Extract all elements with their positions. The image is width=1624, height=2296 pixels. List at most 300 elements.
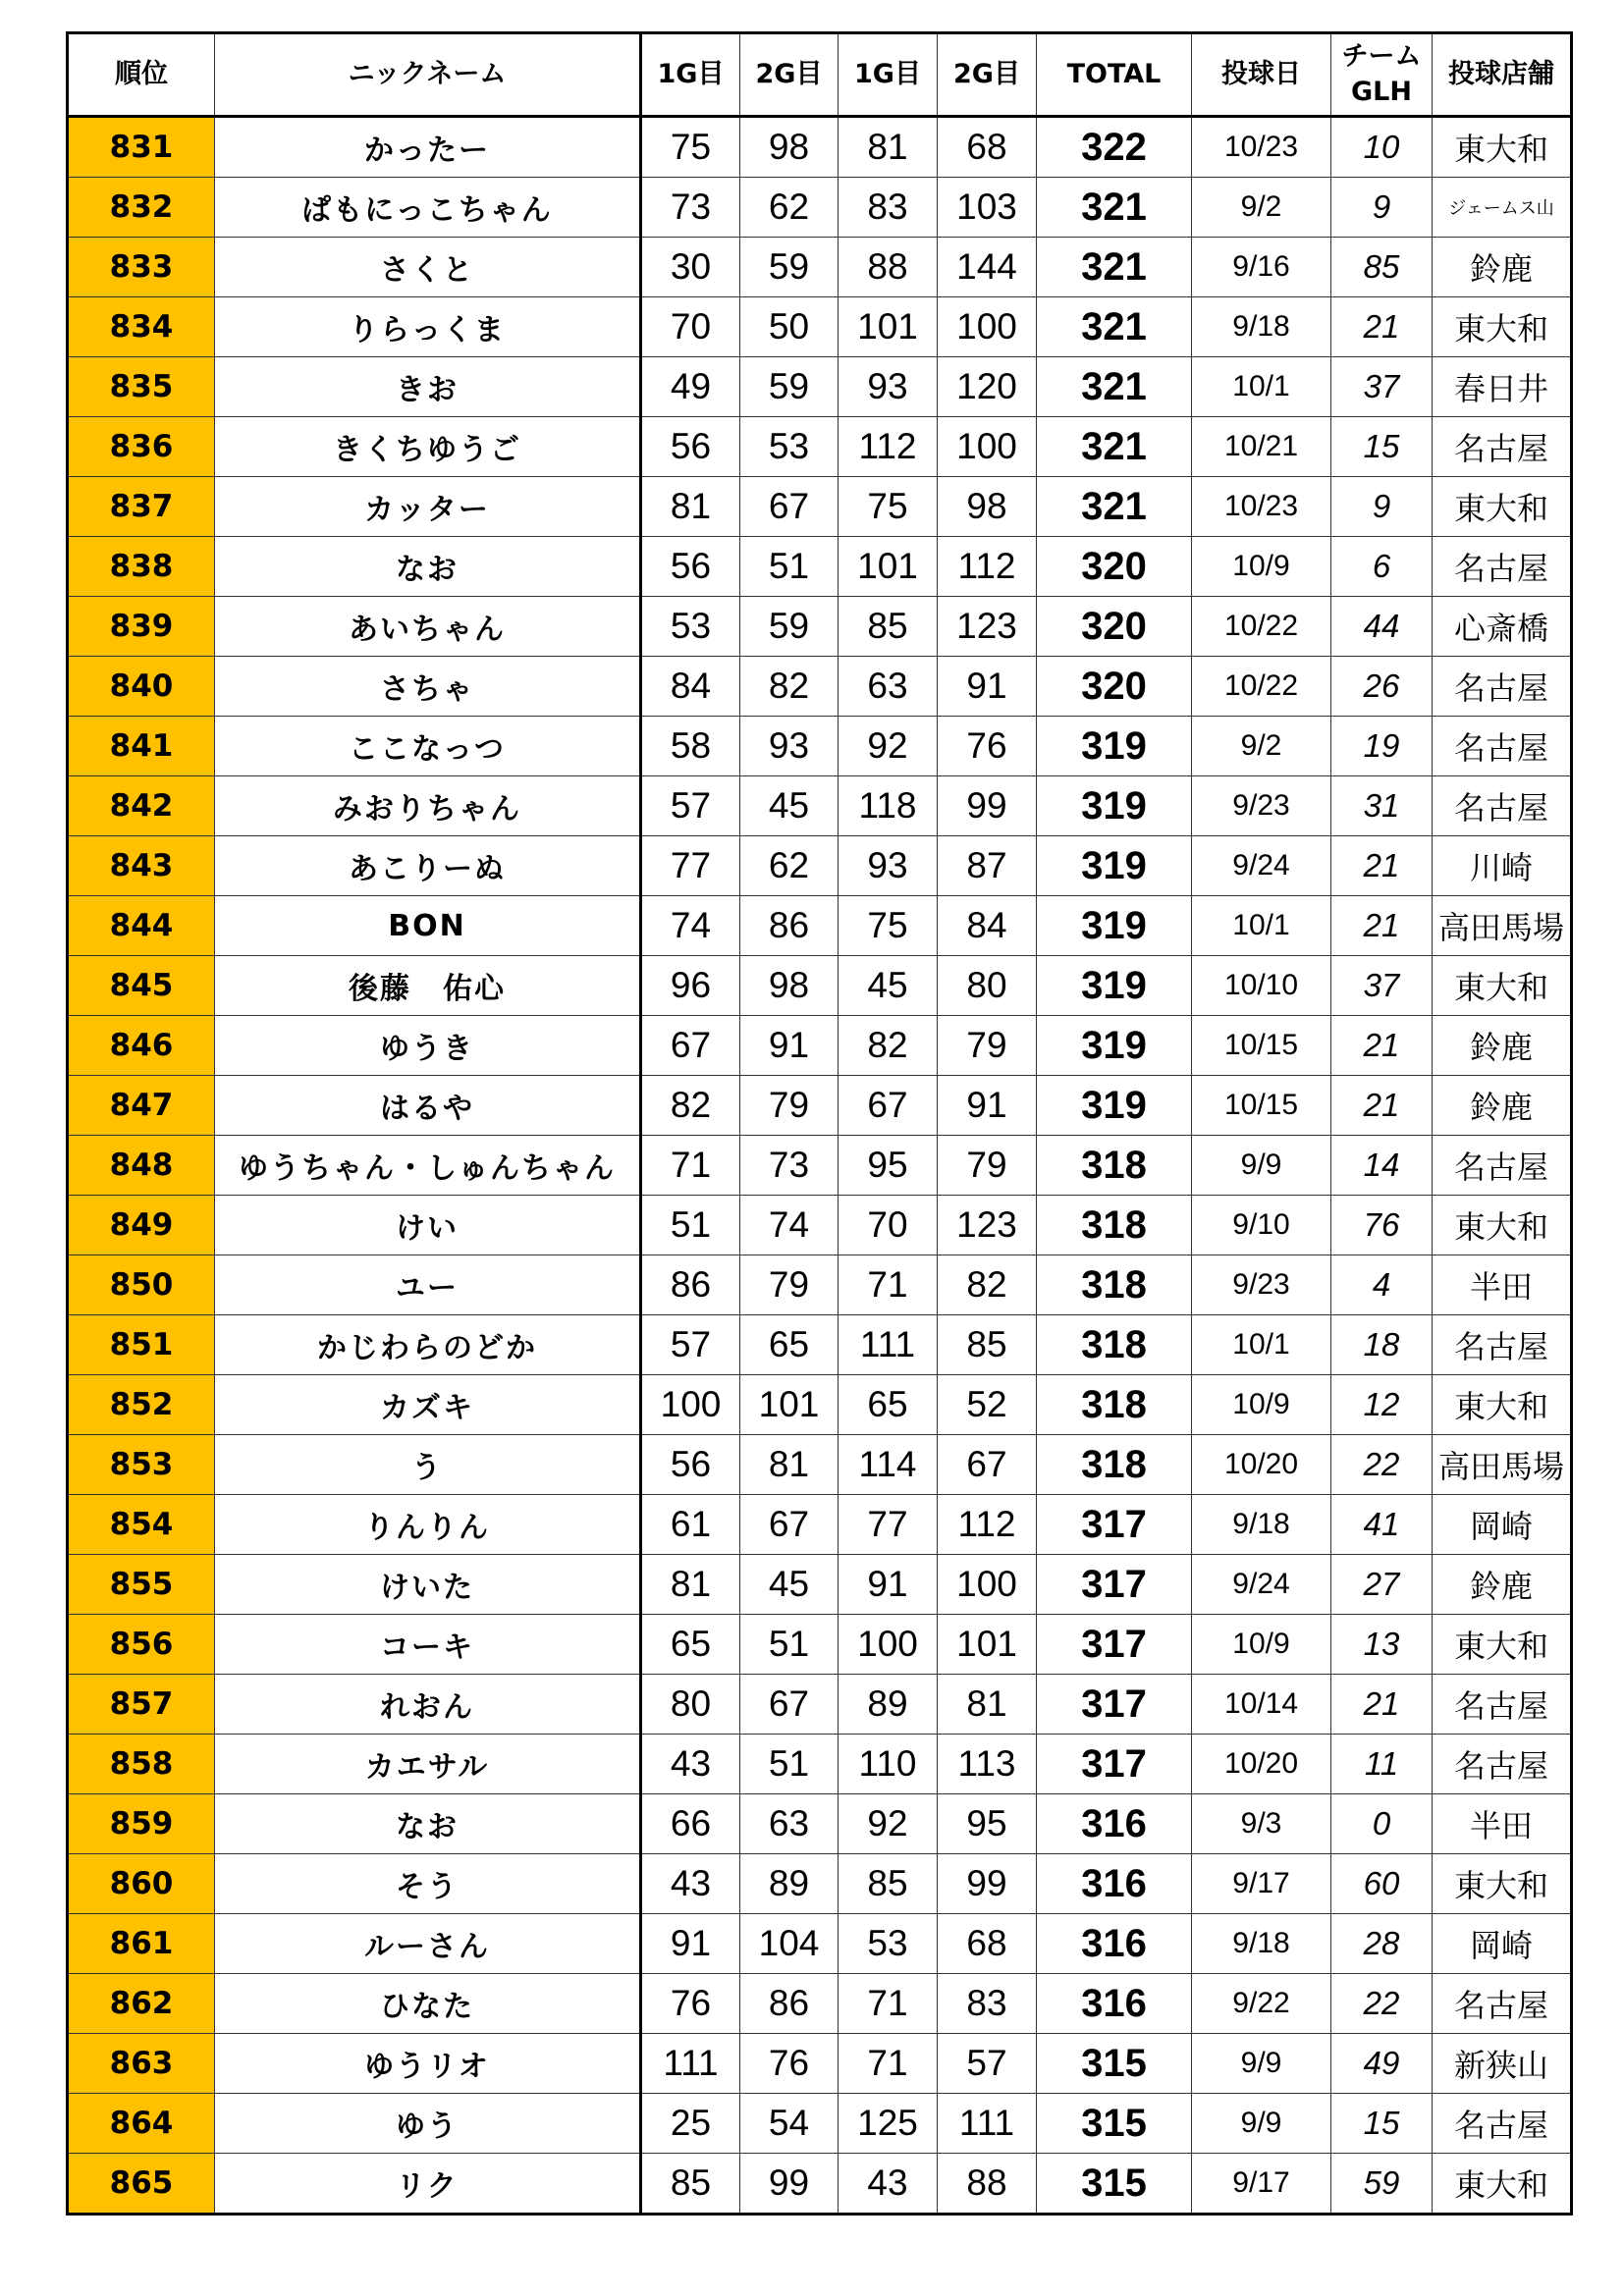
game1a-score-cell: 49 <box>641 357 740 417</box>
team-glh-cell: 12 <box>1331 1375 1433 1435</box>
table-row <box>68 1435 1572 1495</box>
team-glh-cell: 21 <box>1331 297 1433 357</box>
store-cell: 東大和 <box>1433 117 1572 178</box>
game1a-score-cell: 56 <box>641 417 740 477</box>
game1b-score-cell: 71 <box>839 2034 938 2094</box>
nickname-cell: 後藤 佑心 <box>215 956 641 1016</box>
table-row <box>68 1076 1572 1136</box>
date-cell: 10/9 <box>1192 1375 1331 1435</box>
nickname-cell: さちゃ <box>215 657 641 717</box>
table-row <box>68 1914 1572 1974</box>
rank-cell: 847 <box>68 1076 215 1136</box>
rank-cell: 858 <box>68 1735 215 1794</box>
header-rank: 順位 <box>68 33 215 117</box>
header-game2a: 2G目 <box>740 33 839 117</box>
game2a-score-cell: 50 <box>740 297 839 357</box>
rank-cell: 852 <box>68 1375 215 1435</box>
nickname-cell: ルーさん <box>215 1914 641 1974</box>
game2a-score-cell: 59 <box>740 238 839 297</box>
game2a-score-cell: 79 <box>740 1255 839 1315</box>
game2b-score-cell: 79 <box>938 1136 1037 1196</box>
game2b-score-cell: 68 <box>938 1914 1037 1974</box>
table-row <box>68 417 1572 477</box>
table-row <box>68 896 1572 956</box>
total-cell: 319 <box>1037 896 1192 956</box>
table-row <box>68 1315 1572 1375</box>
game1b-score-cell: 114 <box>839 1435 938 1495</box>
rank-cell: 838 <box>68 537 215 597</box>
game2a-score-cell: 51 <box>740 1615 839 1675</box>
team-glh-cell: 37 <box>1331 357 1433 417</box>
game2a-score-cell: 59 <box>740 357 839 417</box>
store-cell: 川崎 <box>1433 836 1572 896</box>
total-cell: 321 <box>1037 357 1192 417</box>
game2b-score-cell: 84 <box>938 896 1037 956</box>
nickname-cell: ここなっつ <box>215 717 641 776</box>
store-cell: 名古屋 <box>1433 537 1572 597</box>
game2b-score-cell: 80 <box>938 956 1037 1016</box>
rank-cell: 841 <box>68 717 215 776</box>
date-cell: 9/2 <box>1192 178 1331 238</box>
team-glh-cell: 6 <box>1331 537 1433 597</box>
game2b-score-cell: 67 <box>938 1435 1037 1495</box>
header-team <box>1331 33 1433 117</box>
nickname-cell: さくと <box>215 238 641 297</box>
store-cell: 心斎橋 <box>1433 597 1572 657</box>
team-glh-cell: 28 <box>1331 1914 1433 1974</box>
rank-cell: 860 <box>68 1854 215 1914</box>
table-row <box>68 1974 1572 2034</box>
total-cell: 317 <box>1037 1555 1192 1615</box>
game1a-score-cell: 100 <box>641 1375 740 1435</box>
game2a-score-cell: 67 <box>740 1495 839 1555</box>
game2a-score-cell: 67 <box>740 1675 839 1735</box>
game1b-score-cell: 75 <box>839 477 938 537</box>
team-glh-cell: 21 <box>1331 1076 1433 1136</box>
date-cell: 9/3 <box>1192 1794 1331 1854</box>
nickname-cell: う <box>215 1435 641 1495</box>
nickname-cell: きくちゆうご <box>215 417 641 477</box>
store-cell: 東大和 <box>1433 1615 1572 1675</box>
team-glh-cell: 10 <box>1331 117 1433 178</box>
store-cell: 名古屋 <box>1433 717 1572 776</box>
date-cell: 10/22 <box>1192 657 1331 717</box>
nickname-cell: けいた <box>215 1555 641 1615</box>
game2a-score-cell: 67 <box>740 477 839 537</box>
game2a-score-cell: 65 <box>740 1315 839 1375</box>
game1a-score-cell: 65 <box>641 1615 740 1675</box>
game2a-score-cell: 63 <box>740 1794 839 1854</box>
nickname-cell: あいちゃん <box>215 597 641 657</box>
nickname-cell: コーキ <box>215 1615 641 1675</box>
nickname-cell: かったー <box>215 117 641 178</box>
header-row <box>68 33 1572 117</box>
rank-cell: 834 <box>68 297 215 357</box>
game1a-score-cell: 91 <box>641 1914 740 1974</box>
total-cell: 318 <box>1037 1435 1192 1495</box>
nickname-cell: ユー <box>215 1255 641 1315</box>
rank-cell: 851 <box>68 1315 215 1375</box>
game1b-score-cell: 95 <box>839 1136 938 1196</box>
header-game1a: 1G目 <box>641 33 740 117</box>
team-glh-cell: 60 <box>1331 1854 1433 1914</box>
store-cell: 東大和 <box>1433 1375 1572 1435</box>
game2b-score-cell: 123 <box>938 1196 1037 1255</box>
nickname-cell: きお <box>215 357 641 417</box>
nickname-cell: あこりーぬ <box>215 836 641 896</box>
game1a-score-cell: 96 <box>641 956 740 1016</box>
game2b-score-cell: 81 <box>938 1675 1037 1735</box>
game1a-score-cell: 43 <box>641 1854 740 1914</box>
game2b-score-cell: 91 <box>938 657 1037 717</box>
rank-cell: 833 <box>68 238 215 297</box>
team-glh-cell: 21 <box>1331 1675 1433 1735</box>
team-glh-cell: 59 <box>1331 2154 1433 2215</box>
game2b-score-cell: 68 <box>938 117 1037 178</box>
game1a-score-cell: 73 <box>641 178 740 238</box>
date-cell: 9/18 <box>1192 1495 1331 1555</box>
game2a-score-cell: 51 <box>740 537 839 597</box>
game2a-score-cell: 101 <box>740 1375 839 1435</box>
header-store: 投球店舗 <box>1433 33 1572 117</box>
team-glh-cell: 11 <box>1331 1735 1433 1794</box>
rank-cell: 865 <box>68 2154 215 2215</box>
game1b-score-cell: 88 <box>839 238 938 297</box>
date-cell: 10/1 <box>1192 357 1331 417</box>
header-total: TOTAL <box>1037 33 1192 117</box>
rank-cell: 845 <box>68 956 215 1016</box>
rank-cell: 864 <box>68 2094 215 2154</box>
total-cell: 319 <box>1037 1076 1192 1136</box>
rank-cell: 856 <box>68 1615 215 1675</box>
game2a-score-cell: 86 <box>740 1974 839 2034</box>
date-cell: 10/1 <box>1192 896 1331 956</box>
game1b-score-cell: 45 <box>839 956 938 1016</box>
total-cell: 320 <box>1037 597 1192 657</box>
game2a-score-cell: 86 <box>740 896 839 956</box>
game1a-score-cell: 84 <box>641 657 740 717</box>
total-cell: 316 <box>1037 1974 1192 2034</box>
total-cell: 316 <box>1037 1914 1192 1974</box>
table-row <box>68 1375 1572 1435</box>
game2b-score-cell: 113 <box>938 1735 1037 1794</box>
nickname-cell: そう <box>215 1854 641 1914</box>
game2b-score-cell: 112 <box>938 1495 1037 1555</box>
game1a-score-cell: 30 <box>641 238 740 297</box>
game2a-score-cell: 73 <box>740 1136 839 1196</box>
game1a-score-cell: 81 <box>641 477 740 537</box>
game2b-score-cell: 98 <box>938 477 1037 537</box>
game1a-score-cell: 66 <box>641 1794 740 1854</box>
date-cell: 9/9 <box>1192 2034 1331 2094</box>
game2b-score-cell: 144 <box>938 238 1037 297</box>
game1b-score-cell: 85 <box>839 1854 938 1914</box>
game2b-score-cell: 112 <box>938 537 1037 597</box>
table-row <box>68 357 1572 417</box>
game1b-score-cell: 71 <box>839 1255 938 1315</box>
game1a-score-cell: 76 <box>641 1974 740 2034</box>
game1b-score-cell: 63 <box>839 657 938 717</box>
total-cell: 318 <box>1037 1255 1192 1315</box>
team-glh-cell: 76 <box>1331 1196 1433 1255</box>
game1a-score-cell: 81 <box>641 1555 740 1615</box>
game2b-score-cell: 88 <box>938 2154 1037 2215</box>
team-glh-cell: 26 <box>1331 657 1433 717</box>
total-cell: 318 <box>1037 1136 1192 1196</box>
rank-cell: 842 <box>68 776 215 836</box>
table-body <box>68 117 1572 2215</box>
game2a-score-cell: 54 <box>740 2094 839 2154</box>
store-cell: 鈴鹿 <box>1433 1016 1572 1076</box>
team-glh-cell: 13 <box>1331 1615 1433 1675</box>
game1b-score-cell: 75 <box>839 896 938 956</box>
total-cell: 320 <box>1037 657 1192 717</box>
total-cell: 321 <box>1037 417 1192 477</box>
game1b-score-cell: 65 <box>839 1375 938 1435</box>
table-row <box>68 1675 1572 1735</box>
game2b-score-cell: 99 <box>938 776 1037 836</box>
team-glh-cell: 22 <box>1331 1974 1433 2034</box>
table-row <box>68 1016 1572 1076</box>
team-glh-cell: 44 <box>1331 597 1433 657</box>
game1b-score-cell: 101 <box>839 537 938 597</box>
game2b-score-cell: 111 <box>938 2094 1037 2154</box>
team-glh-cell: 9 <box>1331 178 1433 238</box>
rank-cell: 859 <box>68 1794 215 1854</box>
game1a-score-cell: 61 <box>641 1495 740 1555</box>
game1b-score-cell: 93 <box>839 836 938 896</box>
game2a-score-cell: 62 <box>740 836 839 896</box>
game1a-score-cell: 57 <box>641 776 740 836</box>
game1a-score-cell: 71 <box>641 1136 740 1196</box>
nickname-cell: かじわらのどか <box>215 1315 641 1375</box>
game2a-score-cell: 76 <box>740 2034 839 2094</box>
table-row <box>68 717 1572 776</box>
game1b-score-cell: 83 <box>839 178 938 238</box>
game2a-score-cell: 81 <box>740 1435 839 1495</box>
nickname-cell: カズキ <box>215 1375 641 1435</box>
date-cell: 10/14 <box>1192 1675 1331 1735</box>
team-glh-cell: 15 <box>1331 417 1433 477</box>
game2a-score-cell: 98 <box>740 117 839 178</box>
team-glh-cell: 27 <box>1331 1555 1433 1615</box>
game1a-score-cell: 57 <box>641 1315 740 1375</box>
total-cell: 319 <box>1037 776 1192 836</box>
store-cell: 名古屋 <box>1433 1136 1572 1196</box>
store-cell: 新狭山 <box>1433 2034 1572 2094</box>
team-glh-cell: 21 <box>1331 896 1433 956</box>
game1b-score-cell: 70 <box>839 1196 938 1255</box>
game1b-score-cell: 89 <box>839 1675 938 1735</box>
table-row <box>68 597 1572 657</box>
game1a-score-cell: 86 <box>641 1255 740 1315</box>
game2b-score-cell: 100 <box>938 417 1037 477</box>
game1a-score-cell: 25 <box>641 2094 740 2154</box>
game2b-score-cell: 52 <box>938 1375 1037 1435</box>
nickname-cell: みおりちゃん <box>215 776 641 836</box>
game1a-score-cell: 56 <box>641 1435 740 1495</box>
table-row <box>68 657 1572 717</box>
rank-cell: 832 <box>68 178 215 238</box>
store-cell: 高田馬場 <box>1433 896 1572 956</box>
game1b-score-cell: 101 <box>839 297 938 357</box>
date-cell: 9/24 <box>1192 836 1331 896</box>
rank-cell: 837 <box>68 477 215 537</box>
total-cell: 318 <box>1037 1375 1192 1435</box>
game1a-score-cell: 75 <box>641 117 740 178</box>
date-cell: 10/23 <box>1192 477 1331 537</box>
game2a-score-cell: 62 <box>740 178 839 238</box>
header-game1b: 1G目 <box>839 33 938 117</box>
game1a-score-cell: 58 <box>641 717 740 776</box>
rank-cell: 835 <box>68 357 215 417</box>
total-cell: 315 <box>1037 2034 1192 2094</box>
team-glh-cell: 85 <box>1331 238 1433 297</box>
store-cell: 東大和 <box>1433 2154 1572 2215</box>
store-cell: 岡崎 <box>1433 1914 1572 1974</box>
team-glh-cell: 37 <box>1331 956 1433 1016</box>
store-cell: 岡崎 <box>1433 1495 1572 1555</box>
game2b-score-cell: 123 <box>938 597 1037 657</box>
total-cell: 315 <box>1037 2154 1192 2215</box>
store-cell: 鈴鹿 <box>1433 1076 1572 1136</box>
rank-cell: 857 <box>68 1675 215 1735</box>
nickname-cell: りんりん <box>215 1495 641 1555</box>
game1a-score-cell: 51 <box>641 1196 740 1255</box>
rank-cell: 839 <box>68 597 215 657</box>
store-cell: 東大和 <box>1433 477 1572 537</box>
game2b-score-cell: 79 <box>938 1016 1037 1076</box>
game1b-score-cell: 67 <box>839 1076 938 1136</box>
game2a-score-cell: 82 <box>740 657 839 717</box>
table-row <box>68 776 1572 836</box>
table-row <box>68 2094 1572 2154</box>
game1a-score-cell: 85 <box>641 2154 740 2215</box>
table-row <box>68 1794 1572 1854</box>
table-row <box>68 836 1572 896</box>
game1a-score-cell: 80 <box>641 1675 740 1735</box>
game2a-score-cell: 45 <box>740 1555 839 1615</box>
store-cell: 春日井 <box>1433 357 1572 417</box>
game2a-score-cell: 98 <box>740 956 839 1016</box>
game1b-score-cell: 111 <box>839 1315 938 1375</box>
date-cell: 10/15 <box>1192 1016 1331 1076</box>
game2b-score-cell: 95 <box>938 1794 1037 1854</box>
rank-cell: 853 <box>68 1435 215 1495</box>
header-game2b: 2G目 <box>938 33 1037 117</box>
table-row <box>68 238 1572 297</box>
team-glh-cell: 21 <box>1331 1016 1433 1076</box>
game1a-score-cell: 67 <box>641 1016 740 1076</box>
game2a-score-cell: 59 <box>740 597 839 657</box>
rank-cell: 850 <box>68 1255 215 1315</box>
store-cell: 高田馬場 <box>1433 1435 1572 1495</box>
game1b-score-cell: 92 <box>839 717 938 776</box>
total-cell: 316 <box>1037 1794 1192 1854</box>
nickname-cell: カッター <box>215 477 641 537</box>
game1a-score-cell: 53 <box>641 597 740 657</box>
game2b-score-cell: 57 <box>938 2034 1037 2094</box>
store-cell: 半田 <box>1433 1255 1572 1315</box>
table-row <box>68 117 1572 178</box>
game2a-score-cell: 93 <box>740 717 839 776</box>
date-cell: 9/17 <box>1192 1854 1331 1914</box>
date-cell: 10/20 <box>1192 1435 1331 1495</box>
nickname-cell: なお <box>215 1794 641 1854</box>
date-cell: 10/10 <box>1192 956 1331 1016</box>
game2b-score-cell: 120 <box>938 357 1037 417</box>
store-cell: 名古屋 <box>1433 1735 1572 1794</box>
game2b-score-cell: 83 <box>938 1974 1037 2034</box>
game1b-score-cell: 112 <box>839 417 938 477</box>
game1b-score-cell: 100 <box>839 1615 938 1675</box>
game1a-score-cell: 70 <box>641 297 740 357</box>
date-cell: 9/24 <box>1192 1555 1331 1615</box>
table-row <box>68 1136 1572 1196</box>
date-cell: 9/9 <box>1192 2094 1331 2154</box>
game2a-score-cell: 89 <box>740 1854 839 1914</box>
game1b-score-cell: 81 <box>839 117 938 178</box>
date-cell: 9/22 <box>1192 1974 1331 2034</box>
header-nickname: ニックネーム <box>215 33 641 117</box>
table-row <box>68 956 1572 1016</box>
date-cell: 9/18 <box>1192 1914 1331 1974</box>
total-cell: 317 <box>1037 1675 1192 1735</box>
game1a-score-cell: 111 <box>641 2034 740 2094</box>
date-cell: 9/2 <box>1192 717 1331 776</box>
table-row <box>68 297 1572 357</box>
nickname-cell: リク <box>215 2154 641 2215</box>
game1a-score-cell: 82 <box>641 1076 740 1136</box>
date-cell: 10/20 <box>1192 1735 1331 1794</box>
rank-cell: 848 <box>68 1136 215 1196</box>
game1b-score-cell: 93 <box>839 357 938 417</box>
game2a-score-cell: 91 <box>740 1016 839 1076</box>
game2b-score-cell: 87 <box>938 836 1037 896</box>
date-cell: 10/21 <box>1192 417 1331 477</box>
team-glh-cell: 41 <box>1331 1495 1433 1555</box>
game2a-score-cell: 99 <box>740 2154 839 2215</box>
ranking-table <box>66 31 1573 2216</box>
header-team-line2: GLH <box>1351 77 1412 107</box>
date-cell: 10/1 <box>1192 1315 1331 1375</box>
nickname-cell: なお <box>215 537 641 597</box>
rank-cell: 861 <box>68 1914 215 1974</box>
game1a-score-cell: 43 <box>641 1735 740 1794</box>
date-cell: 9/9 <box>1192 1136 1331 1196</box>
total-cell: 321 <box>1037 178 1192 238</box>
nickname-cell: けい <box>215 1196 641 1255</box>
team-glh-cell: 22 <box>1331 1435 1433 1495</box>
date-cell: 9/23 <box>1192 1255 1331 1315</box>
rank-cell: 840 <box>68 657 215 717</box>
game2b-score-cell: 76 <box>938 717 1037 776</box>
total-cell: 321 <box>1037 477 1192 537</box>
game1b-score-cell: 118 <box>839 776 938 836</box>
game1b-score-cell: 125 <box>839 2094 938 2154</box>
game1b-score-cell: 91 <box>839 1555 938 1615</box>
game2b-score-cell: 82 <box>938 1255 1037 1315</box>
table-row <box>68 2034 1572 2094</box>
total-cell: 320 <box>1037 537 1192 597</box>
game1a-score-cell: 56 <box>641 537 740 597</box>
nickname-cell: りらっくま <box>215 297 641 357</box>
total-cell: 317 <box>1037 1495 1192 1555</box>
table-header <box>68 33 1572 117</box>
team-glh-cell: 21 <box>1331 836 1433 896</box>
rank-cell: 855 <box>68 1555 215 1615</box>
rank-cell: 831 <box>68 117 215 178</box>
